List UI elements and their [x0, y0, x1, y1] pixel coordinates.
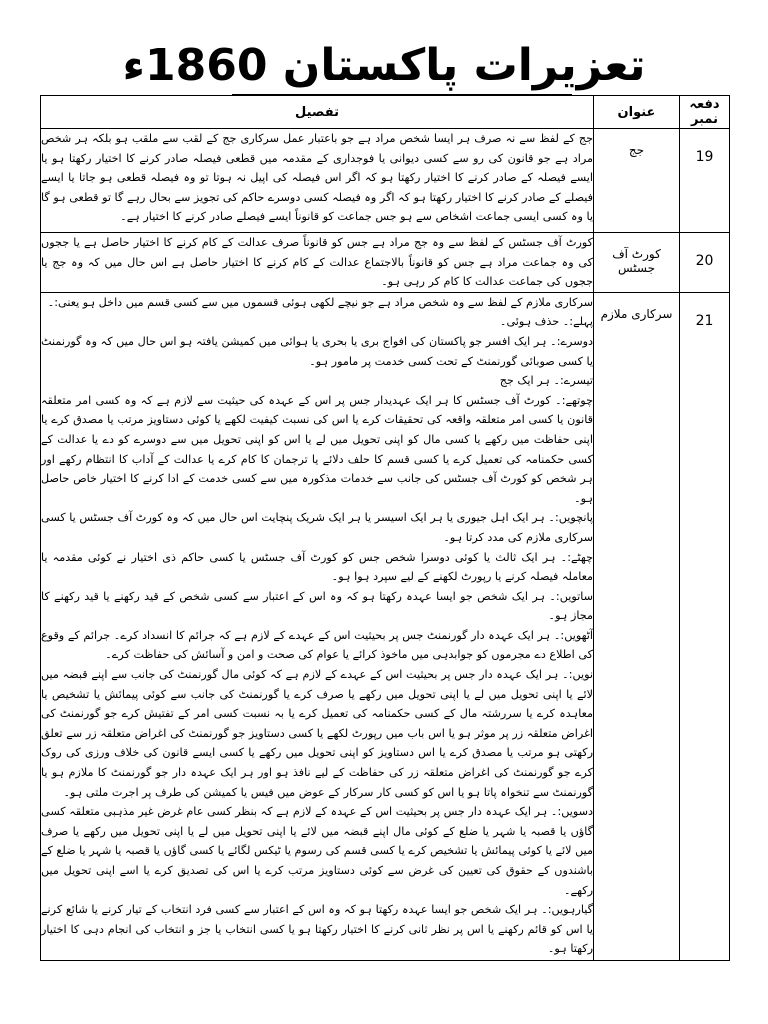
section-paragraph: چھٹے:۔ ہر ایک ثالث یا کوئی دوسرا شخص جس کو کورٹ آف جسٹس یا کسی حاکم ذی اختیار نے کوئی مقدمہ یا معاملہ فیصلہ کرنے یا رپورٹ لکھنے کے لیے سپرد ہوا ہو۔ — [41, 550, 593, 584]
section-number: 20 — [695, 253, 714, 269]
section-title: جج — [628, 143, 645, 157]
section-paragraph: جج کے لفظ سے نہ صرف ہر ایسا شخص مراد ہے جو باعتبار عمل سرکاری جج کے لقب سے ملقب ہو بلکہ ہر شخص مراد ہے جو قانون کی رو سے کسی دیوانی یا فوجداری کے مقدمہ میں قطعی فیصلہ صادر کرنے کا اختیار رکھتا ہو یا ایسے فیصلہ کے صادر کرنے کا اختیار رکھتا ہو کہ اگر اس فیصلہ کی اپیل نہ ہوتا تو وہ فیصلہ قطعی ہو جاتا یا ایسے فیصلے کے صادر کرنے کا اختیار رکھتا ہو کہ اگر وہ فیصلہ کسی دوسرے حاکم کی تجویز سے بحال رہے گا تو قطعی ہو گا یا وہ کسی ایسی جماعت اشخاص سے ہو جس جماعت کو قانوناً ایسے فیصلے صادر کرنے کا اختیار ہے۔ — [41, 132, 593, 224]
section-title: سرکاری ملازم — [600, 306, 673, 321]
table-row — [41, 292, 730, 960]
section-number: 19 — [695, 149, 714, 165]
table-row — [41, 129, 730, 233]
section-title: کورٹ آف جسٹس — [612, 247, 661, 275]
header-detail: تفصیل — [41, 96, 594, 129]
section-number: 21 — [695, 312, 714, 329]
section-paragraph: ساتویں:۔ ہر ایک شخص جو ایسا عہدہ رکھتا ہو کہ وہ اس کے اعتبار سے کسی شخص کے قید رکھنے یا قید رکھنے کا مجاز ہو۔ — [41, 589, 593, 623]
section-paragraph: دسویں:۔ ہر ایک عہدہ دار جس پر بحیثیت اس کے عہدہ کے لازم ہے کہ بنظر کسی عام غرض غیر مذہبی متعلقہ کسی گاؤں یا قصبہ یا شہر یا ضلع کے کوئی مال اپنے قبضہ میں لائے یا اپنی تحویل میں لے یا اپنی تحویل میں رکھے یا صرف میں لائے یا کوئی پیمائش یا تشخیص کرے یا کسی قسم کی رسوم یا ٹیکس لگائے یا کسی گاؤں یا قصبہ یا شہر یا ضلع کے باشندوں کے حقوق کی تعیین کی غرض سے کوئی دستاویز مرتب کرے یا اس کی تصدیق کرے یا اسے اپنی تحویل میں رکھے۔ — [41, 805, 593, 897]
section-paragraph: چوتھے:۔ کورٹ آف جسٹس کا ہر ایک عہدیدار جس پر اس کے عہدہ کی حیثیت سے لازم ہے کہ وہ کسی امر متعلقہ قانون یا کسی امر متعلقہ واقعہ کی تحقیقات کرے یا اس کی نسبت کیفیت لکھے یا کوئی دستاویز مرتب یا مصدق کرے یا اپنی حفاظت میں رکھے یا کسی مال کو اپنی تحویل میں لے یا اس کو اپنی تحویل میں سے دوسرے کو دے یا عدالت کے کسی حکمنامہ کی تعمیل کرے یا کسی قسم کا حلف دلائے یا ترجمان کا کام کرے یا عدالت کے آداب کا انتظام رکھے اور ہر شخص کو کورٹ آف جسٹس کی جانب سے خدمات مذکورہ میں سے کسی خدمت کے ادا کرنے کا اختیار خاص حاصل ہو۔ — [41, 393, 593, 505]
section-paragraph: پہلے:۔ حذف ہوئی۔ — [499, 315, 593, 329]
header-heading: عنوان — [594, 96, 680, 129]
section-paragraph: تیسرے:۔ ہر ایک جج — [499, 374, 593, 388]
table-header-row — [41, 96, 730, 129]
section-paragraph: کورٹ آف جسٹس کے لفظ سے وہ جج مراد ہے جس کو قانوناً صرف عدالت کے کام کرنے کا اختیار حاصل ہے یا ججوں کی وہ جماعت مراد ہے جس کو قانوناً بالاجتماع عدالت کے کام کرنے کا اختیار حاصل ہے اس حال میں کہ وہ جج یا ججوں کی جماعت عدالت کا کام کر رہی ہو۔ — [41, 236, 593, 289]
section-paragraph: گیارہویں:۔ ہر ایک شخص جو ایسا عہدہ رکھتا ہو کہ وہ اس کے اعتبار سے کسی فرد انتخاب کے تیار کرنے یا شائع کرنے یا اس کو قائم رکھنے یا اس پر نظر ثانی کرنے کا اختیار رکھتا ہو یا کسی انتخاب یا جز و انتخاب کی انجام دہی کا اختیار رکھتا ہو۔ — [41, 903, 593, 956]
header-section-no: دفعہ نمبر — [680, 96, 730, 129]
section-paragraph: آٹھویں:۔ ہر ایک عہدہ دار گورنمنٹ جس پر بحیثیت اس کے عہدے کے لازم ہے کہ جرائم کا انسداد کرے۔ جرائم کے وقوع کی اطلاع دے مجرموں کو جوابدہی میں ماخوذ کرائے یا عوام کی صحت و امن و آسائش کی حفاظت کرے۔ — [41, 628, 593, 662]
sections-table — [40, 95, 730, 961]
document-title: تعزیرات پاکستان 1860ء — [122, 40, 646, 91]
table-row — [41, 233, 730, 293]
section-paragraph: پانچویں:۔ ہر ایک اہل جیوری یا ہر ایک اسیسر یا ہر ایک شریک پنچایت اس حال میں کہ وہ کورٹ آف جسٹس یا کسی سرکاری ملازم کی مدد کرتا ہو۔ — [41, 511, 593, 544]
section-paragraph: دوسرے:۔ ہر ایک افسر جو پاکستان کی افواج بری یا بحری یا ہوائی میں کمیشن یافتہ ہو اس حال میں کہ وہ گورنمنٹ یا کسی صوبائی گورنمنٹ کے تحت کسی خدمت پر مامور ہو۔ — [41, 334, 593, 368]
section-paragraph: نویں:۔ ہر ایک عہدہ دار جس پر بحیثیت اس کے عہدے کے لازم ہے کہ کوئی مال گورنمنٹ کی جانب سے اپنے قبضہ میں لائے یا اپنی تحویل میں لے یا اپنی تحویل میں رکھے یا صرف کرے یا گورنمنٹ کی جانب سے کوئی پیمائش یا تشخیص یا معاہدہ کرے یا سررشتہ مال کے کسی حکمنامہ کی تعمیل کرے یا بہ نسبت کسی امر کے تفتیش کرے جو گورنمنٹ کی اغراض متعلقہ زر پر موثر ہو یا اس باب میں رپورٹ لکھے یا کسی دستاویز جو گورنمنٹ کی اغراض متعلقہ زر سے تعلق رکھتی ہو مرتب یا مصدق کرے یا اس دستاویز کو اپنی تحویل میں رکھے یا کسی ایسے قانون کی خلاف ورزی کی روک کرے جو گورنمنٹ کی اغراض متعلقہ زر کی حفاظت کے لیے نافذ ہو اور ہر ایک عہدہ دار جو گورنمنٹ کا ملازم ہو یا گورنمنٹ سے تنخواہ پاتا ہو یا اس کو کسی کار سرکار کے عوض میں فیس یا کمیشن کی طرف پر اجرت ملتی ہو۔ — [41, 668, 593, 799]
section-paragraph: سرکاری ملازم کے لفظ سے وہ شخص مراد ہے جو نیچے لکھی ہوئی قسموں میں سے کسی قسم میں داخل ہو یعنی:۔ — [47, 295, 593, 309]
